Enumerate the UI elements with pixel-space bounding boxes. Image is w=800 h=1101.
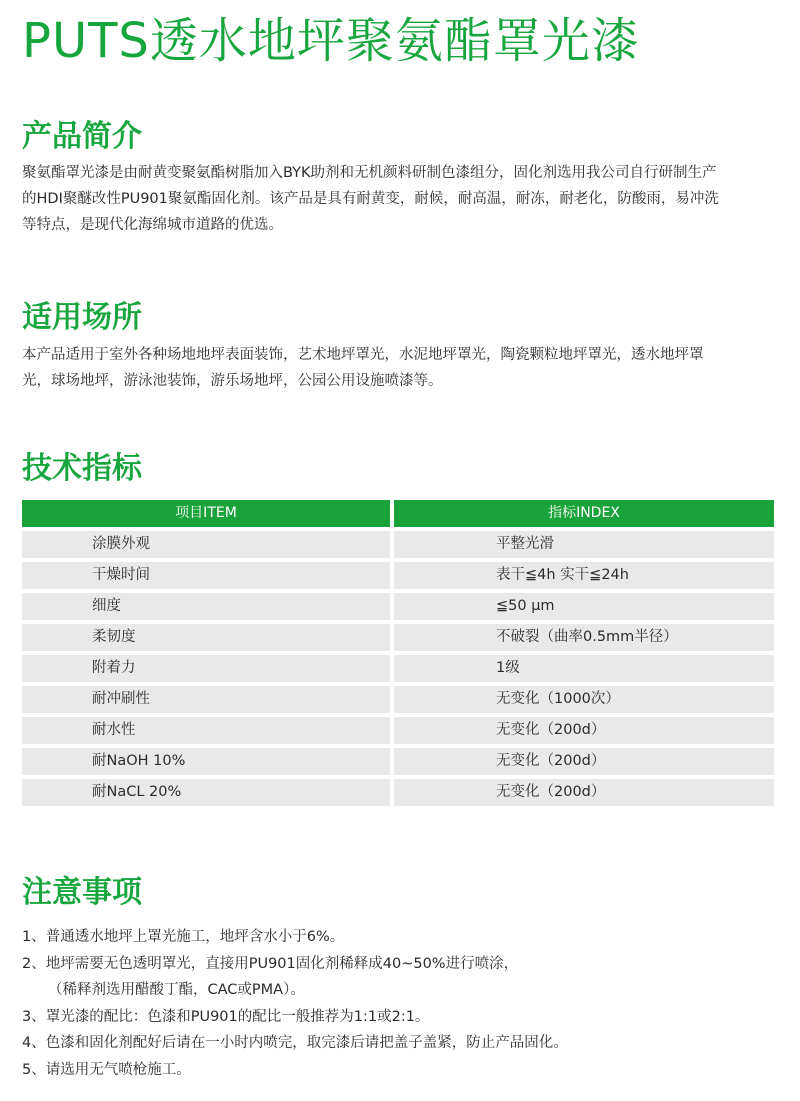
spec-item: 涂膜外观 [22, 531, 390, 558]
spec-item: 柔韧度 [22, 624, 390, 651]
spec-index: 无变化（200d） [394, 779, 774, 806]
spec-index: 1级 [394, 655, 774, 682]
table-row [22, 779, 774, 806]
intro-line: 聚氨酯罩光漆是由耐黄变聚氨酯树脂加入BYK助剂和无机颜料研制色漆组分，固化剂选用我公司自行研制生产 [22, 165, 717, 181]
spec-index: 无变化（1000次） [394, 686, 774, 713]
spec-index: 无变化（200d） [394, 717, 774, 744]
usage-line: 本产品适用于室外各种场地地坪表面装饰，艺术地坪罩光，水泥地坪罩光，陶瓷颗粒地坪罩光，透水地坪罩 [22, 347, 704, 363]
table-row [22, 748, 774, 775]
spec-item: 耐NaCL 20% [22, 779, 390, 806]
spec-item: 耐NaOH 10% [22, 748, 390, 775]
spec-header-item: 项目ITEM [22, 500, 390, 527]
usage-line: 光，球场地坪，游泳池装饰，游乐场地坪，公园公用设施喷漆等。 [22, 373, 443, 389]
intro-paragraph [22, 160, 778, 238]
spec-item: 耐冲刷性 [22, 686, 390, 713]
table-row [22, 624, 774, 651]
table-row [22, 531, 774, 558]
spec-index: ≦50 μm [394, 593, 774, 620]
intro-heading: 产品简介 [22, 119, 142, 154]
table-row [22, 686, 774, 713]
spec-index: 表干≦4h 实干≦24h [394, 562, 774, 589]
spec-index: 平整光滑 [394, 531, 774, 558]
intro-line: 等特点，是现代化海绵城市道路的优选。 [22, 217, 283, 233]
spec-item: 耐水性 [22, 717, 390, 744]
specs-heading: 技术指标 [22, 451, 142, 486]
notes-heading: 注意事项 [22, 875, 142, 910]
list-item: 4、色漆和固化剂配好后请在一小时内喷完，取完漆后请把盖子盖紧，防止产品固化。 [22, 1035, 568, 1051]
list-item: 3、罩光漆的配比：色漆和PU901的配比一般推荐为1:1或2:1。 [22, 1008, 430, 1025]
spec-table-header [22, 500, 774, 527]
list-item: 5、请选用无气喷枪施工。 [22, 1061, 191, 1078]
list-item: 1、普通透水地坪上罩光施工，地坪含水小于6%。 [22, 929, 345, 945]
list-item: 2、地坪需要无色透明罩光，直接用PU901固化剂稀释成40~50%进行喷涂， [22, 955, 519, 972]
table-row [22, 562, 774, 589]
usage-heading: 适用场所 [22, 300, 142, 335]
usage-paragraph [22, 342, 778, 394]
spec-item: 细度 [22, 593, 390, 620]
spec-item: 附着力 [22, 655, 390, 682]
intro-line: 的HDI聚醚改性PU901聚氨酯固化剂。该产品是具有耐黄变，耐候，耐高温，耐冻，耐老化，防酸雨，易冲洗 [22, 191, 719, 207]
table-row [22, 655, 774, 682]
spec-table [22, 500, 774, 810]
list-item: （稀释剂选用醋酸丁酯，CAC或PMA）。 [48, 982, 305, 998]
spec-index: 不破裂（曲率0.5mm半径） [394, 624, 774, 651]
table-row [22, 717, 774, 744]
spec-item: 干燥时间 [22, 562, 390, 589]
notes-list [22, 924, 778, 1083]
page-title: PUTS透水地坪聚氨酯罩光漆 [22, 13, 640, 69]
spec-index: 无变化（200d） [394, 748, 774, 775]
table-row [22, 593, 774, 620]
spec-header-index: 指标INDEX [394, 500, 774, 527]
